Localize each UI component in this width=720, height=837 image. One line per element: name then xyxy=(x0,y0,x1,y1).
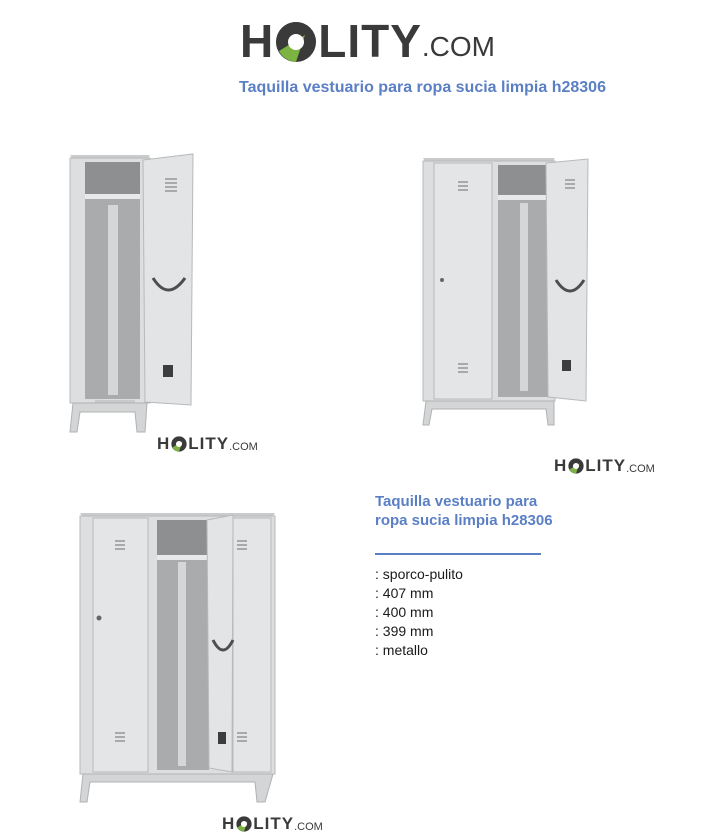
spec-item: : metallo xyxy=(375,642,428,658)
spec-list xyxy=(375,565,463,660)
logo-letters: LITY xyxy=(318,15,422,67)
product-image-locker-3[interactable] xyxy=(75,510,280,805)
holity-logo[interactable] xyxy=(240,16,495,66)
product-image-locker-1[interactable] xyxy=(65,150,200,435)
logo-o-icon xyxy=(568,458,584,474)
image-watermark-3: H LITY .COM xyxy=(222,814,323,833)
image-watermark-1: H LITY .COM xyxy=(157,434,258,453)
logo-suffix: .COM xyxy=(421,31,496,62)
logo-o-icon xyxy=(236,816,252,832)
image-watermark-2: H LITY .COM xyxy=(554,456,655,475)
page-title: Taquilla vestuario para ropa sucia limpia h28306 xyxy=(239,79,606,96)
logo-letter-h: H xyxy=(240,15,275,67)
logo-o-icon xyxy=(275,20,317,62)
title-divider xyxy=(375,553,541,555)
spec-item: : 407 mm xyxy=(375,585,434,601)
spec-item: : sporco-pulito xyxy=(375,566,463,582)
product-title: Taquilla vestuario para ropa sucia limpia h28306 xyxy=(375,493,553,529)
logo-o-icon xyxy=(171,436,187,452)
product-image-locker-2[interactable] xyxy=(420,155,595,435)
spec-item: : 400 mm xyxy=(375,604,434,620)
spec-item: : 399 mm xyxy=(375,623,434,639)
